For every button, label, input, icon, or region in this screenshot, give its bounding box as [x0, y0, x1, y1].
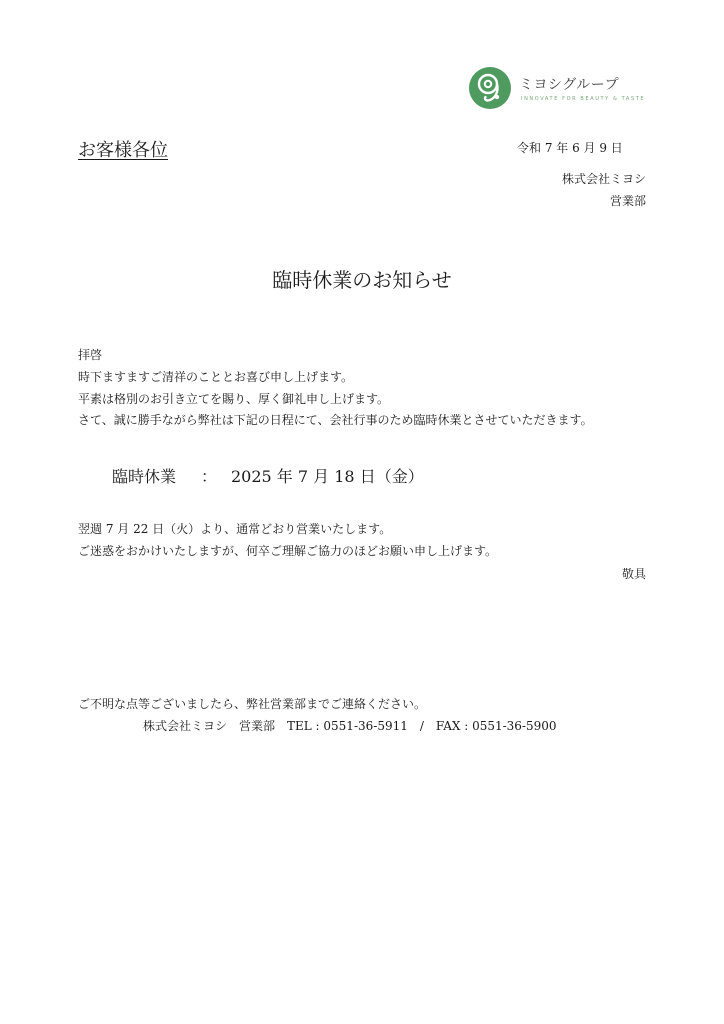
notice-title: 臨時休業のお知らせ: [272, 268, 452, 292]
sender-company: 株式会社ミヨシ: [561, 172, 646, 186]
issue-date: 令和 7 年 6 月 9 日: [517, 141, 623, 155]
body-line-1: 時下ますますご清祥のこととお喜び申し上げます。: [78, 370, 354, 384]
closure-separator: ：: [201, 467, 218, 486]
contact-info: 株式会社ミヨシ 営業部 TEL : 0551-36-5911 / FAX : 0551-36-5900: [143, 719, 557, 733]
closing-word: 敬具: [621, 567, 646, 581]
sender-department: 営業部: [609, 194, 646, 208]
closure-label: 臨時休業: [112, 467, 177, 486]
logo-tagline: INNOVATE FOR BEAUTY & TASTE: [521, 96, 646, 102]
body-line-3: さて、誠に勝手ながら弊社は下記の日程にて、会社行事のため臨時休業とさせていただきます。: [78, 413, 593, 427]
reopen-line: 翌週 7 月 22 日（火）より、通常どおり営業いたします。: [78, 522, 392, 536]
body-line-2: 平素は格別のお引き立てを賜り、厚く御礼申し上げます。: [78, 392, 390, 406]
addressee: お客様各位: [78, 140, 168, 161]
closure-date: 2025 年 7 月 18 日（金）: [231, 467, 424, 486]
apology-line: ご迷惑をおかけいたしますが、何卒ご理解ご協力のほどお願い申し上げます。: [78, 544, 498, 558]
logo-name: ミヨシグループ: [519, 77, 620, 93]
inquiry-line: ご不明な点等ございましたら、弊社営業部までご連絡ください。: [78, 697, 427, 711]
opening-greeting: 拝啓: [78, 348, 103, 362]
miyoshi-group-logo-icon: [468, 66, 512, 110]
